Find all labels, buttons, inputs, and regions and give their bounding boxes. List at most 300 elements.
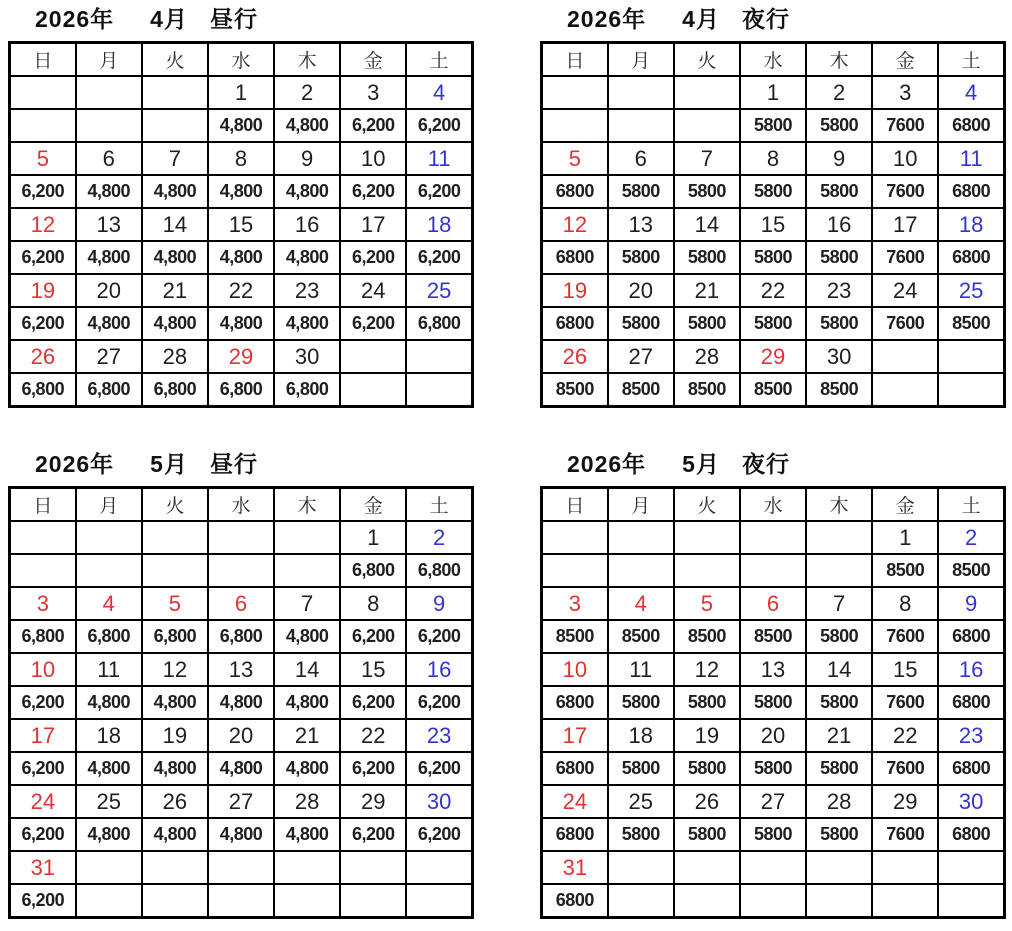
date-cell: 3 [872,76,938,109]
date-cell: 17 [542,719,608,752]
date-cell: 1 [740,76,806,109]
calendar-april-overnight [540,6,1006,408]
price-cell: 4,800 [274,241,340,274]
date-cell: 5 [142,587,208,620]
price-cell: 8500 [806,373,872,407]
date-cell: 11 [76,653,142,686]
weekday-header: 土 [938,488,1004,522]
date-cell: 29 [340,785,406,818]
price-cell: 7600 [872,752,938,785]
empty-cell [10,554,76,587]
date-cell: 4 [406,76,472,109]
price-cell: 5800 [806,752,872,785]
weekday-header-row [10,488,473,522]
date-cell: 22 [740,274,806,307]
date-cell: 28 [274,785,340,818]
date-cell: 25 [76,785,142,818]
price-cell: 5800 [674,752,740,785]
weekday-header: 木 [806,43,872,77]
date-cell: 5 [10,142,76,175]
date-cell: 16 [274,208,340,241]
date-cell: 23 [274,274,340,307]
price-cell: 6,200 [340,175,406,208]
price-cell: 6,200 [406,175,472,208]
price-cell: 6800 [938,241,1004,274]
weekday-header: 水 [208,488,274,522]
empty-cell [274,554,340,587]
weekday-header-row [542,43,1005,77]
date-cell: 30 [274,340,340,373]
price-cell: 4,800 [76,241,142,274]
price-cell: 6,200 [10,818,76,851]
empty-cell [142,851,208,884]
date-row [542,340,1005,373]
empty-cell [76,851,142,884]
weekday-header: 日 [542,43,608,77]
date-cell: 19 [674,719,740,752]
price-row [542,686,1005,719]
date-cell: 27 [740,785,806,818]
weekday-header: 日 [542,488,608,522]
empty-cell [674,554,740,587]
price-cell: 8500 [674,620,740,653]
date-cell: 14 [674,208,740,241]
date-cell: 17 [872,208,938,241]
price-cell: 6,200 [10,175,76,208]
title-year: 2026年 [567,451,647,477]
date-cell: 6 [740,587,806,620]
date-row [542,76,1005,109]
empty-cell [938,884,1004,918]
date-cell: 1 [340,521,406,554]
price-cell: 4,800 [76,307,142,340]
weekday-header: 月 [76,43,142,77]
empty-cell [608,109,674,142]
empty-cell [208,554,274,587]
price-cell: 6800 [938,109,1004,142]
empty-cell [806,554,872,587]
price-cell: 4,800 [142,818,208,851]
date-cell: 13 [608,208,674,241]
price-row [10,175,473,208]
date-row [10,653,473,686]
date-row [10,851,473,884]
price-cell: 5800 [608,175,674,208]
date-row [542,587,1005,620]
title-service-type: 夜行 [741,6,790,32]
empty-cell [872,851,938,884]
price-cell: 8500 [938,307,1004,340]
price-cell: 4,800 [208,109,274,142]
empty-cell [208,884,274,918]
price-row [542,818,1005,851]
fare-calendar-table-april-daytime [8,41,474,408]
date-cell: 27 [608,340,674,373]
price-cell: 8500 [740,620,806,653]
date-cell: 11 [406,142,472,175]
fare-calendar-table-may-daytime [8,486,474,919]
weekday-header: 水 [740,488,806,522]
price-cell: 6,200 [340,307,406,340]
empty-cell [76,521,142,554]
price-cell: 4,800 [142,175,208,208]
weekday-header: 金 [872,43,938,77]
date-cell: 14 [806,653,872,686]
date-row [10,587,473,620]
price-cell: 4,800 [274,175,340,208]
date-cell: 18 [406,208,472,241]
empty-cell [406,340,472,373]
price-cell: 6,800 [406,554,472,587]
empty-cell [608,884,674,918]
date-cell: 13 [208,653,274,686]
weekday-header: 金 [340,488,406,522]
date-cell: 21 [274,719,340,752]
weekday-header: 日 [10,43,76,77]
weekday-header: 日 [10,488,76,522]
date-cell: 21 [674,274,740,307]
calendar-may-overnight [540,451,1006,919]
price-cell: 8500 [542,373,608,407]
price-cell: 4,800 [76,752,142,785]
price-cell: 6,200 [10,752,76,785]
empty-cell [740,521,806,554]
date-cell: 20 [608,274,674,307]
weekday-header: 月 [608,43,674,77]
price-row [10,307,473,340]
weekday-header: 火 [142,43,208,77]
date-cell: 1 [208,76,274,109]
empty-cell [76,884,142,918]
price-cell: 8500 [938,554,1004,587]
empty-cell [542,554,608,587]
title-month: 4月 [682,6,720,32]
empty-cell [10,521,76,554]
date-cell: 8 [340,587,406,620]
date-cell: 8 [208,142,274,175]
date-cell: 11 [608,653,674,686]
title-service-type: 昼行 [209,451,258,477]
empty-cell [142,109,208,142]
price-cell: 6,800 [340,554,406,587]
price-cell: 6,800 [76,373,142,407]
date-cell: 15 [740,208,806,241]
empty-cell [274,521,340,554]
date-cell: 10 [10,653,76,686]
empty-cell [340,373,406,407]
date-cell: 23 [938,719,1004,752]
price-cell: 6800 [938,175,1004,208]
price-cell: 6800 [542,884,608,918]
date-cell: 23 [406,719,472,752]
price-cell: 6800 [938,686,1004,719]
date-cell: 31 [542,851,608,884]
price-row [10,373,473,407]
price-cell: 6800 [938,752,1004,785]
price-cell: 4,800 [208,686,274,719]
empty-cell [806,884,872,918]
price-cell: 6,200 [406,752,472,785]
date-row [10,340,473,373]
price-cell: 5800 [806,620,872,653]
price-cell: 6,800 [76,620,142,653]
calendar-may-daytime [8,451,474,919]
date-cell: 13 [76,208,142,241]
empty-cell [674,76,740,109]
price-cell: 5800 [740,109,806,142]
date-cell: 3 [340,76,406,109]
price-cell: 4,800 [142,752,208,785]
date-cell: 9 [806,142,872,175]
price-cell: 5800 [608,686,674,719]
date-cell: 12 [10,208,76,241]
date-row [10,76,473,109]
price-cell: 6800 [542,175,608,208]
date-row [542,851,1005,884]
empty-cell [674,884,740,918]
date-cell: 4 [608,587,674,620]
date-cell: 12 [142,653,208,686]
price-cell: 8500 [740,373,806,407]
weekday-header: 土 [938,43,1004,77]
price-row [10,686,473,719]
weekday-header: 水 [208,43,274,77]
price-row [542,620,1005,653]
price-cell: 6,200 [10,884,76,918]
date-cell: 20 [76,274,142,307]
price-cell: 7600 [872,109,938,142]
price-cell: 7600 [872,818,938,851]
date-cell: 27 [76,340,142,373]
price-cell: 5800 [740,752,806,785]
empty-cell [76,109,142,142]
price-cell: 6,800 [208,620,274,653]
price-cell: 4,800 [208,307,274,340]
weekday-header-row [10,43,473,77]
date-cell: 22 [872,719,938,752]
date-cell: 3 [10,587,76,620]
weekday-header: 月 [76,488,142,522]
date-cell: 6 [208,587,274,620]
date-cell: 19 [542,274,608,307]
weekday-header: 木 [806,488,872,522]
weekday-header: 火 [142,488,208,522]
date-cell: 14 [142,208,208,241]
date-cell: 24 [542,785,608,818]
price-cell: 5800 [740,241,806,274]
empty-cell [340,340,406,373]
date-cell: 8 [872,587,938,620]
empty-cell [406,851,472,884]
empty-cell [542,109,608,142]
price-cell: 5800 [674,175,740,208]
date-cell: 16 [938,653,1004,686]
empty-cell [142,521,208,554]
date-cell: 21 [806,719,872,752]
date-row [542,521,1005,554]
date-cell: 21 [142,274,208,307]
price-cell: 6,200 [406,686,472,719]
date-cell: 2 [274,76,340,109]
date-cell: 4 [938,76,1004,109]
price-cell: 8500 [608,620,674,653]
title-year: 2026年 [35,451,115,477]
date-cell: 19 [10,274,76,307]
empty-cell [406,884,472,918]
price-cell: 8500 [872,554,938,587]
weekday-header-row [542,488,1005,522]
empty-cell [674,521,740,554]
date-cell: 9 [938,587,1004,620]
date-cell: 22 [208,274,274,307]
empty-cell [406,373,472,407]
empty-cell [340,884,406,918]
price-cell: 5800 [806,241,872,274]
calendar-title [35,451,474,486]
date-cell: 18 [76,719,142,752]
date-cell: 30 [806,340,872,373]
empty-cell [274,884,340,918]
date-cell: 31 [10,851,76,884]
date-row [542,274,1005,307]
fare-calendar-table-april-overnight [540,41,1006,408]
fare-calendar-table-may-overnight [540,486,1006,919]
empty-cell [10,109,76,142]
calendar-april-daytime [8,6,474,408]
price-cell: 6,200 [406,109,472,142]
price-cell: 6,800 [208,373,274,407]
weekday-header: 金 [872,488,938,522]
empty-cell [938,851,1004,884]
price-cell: 5800 [740,307,806,340]
weekday-header: 火 [674,488,740,522]
empty-cell [76,76,142,109]
date-cell: 29 [872,785,938,818]
price-cell: 6800 [542,307,608,340]
price-cell: 4,800 [274,307,340,340]
empty-cell [608,554,674,587]
price-cell: 5800 [740,686,806,719]
price-cell: 7600 [872,175,938,208]
price-cell: 4,800 [208,752,274,785]
date-cell: 3 [542,587,608,620]
date-row [10,274,473,307]
date-cell: 19 [142,719,208,752]
title-year: 2026年 [35,6,115,32]
empty-cell [872,884,938,918]
price-cell: 8500 [542,620,608,653]
price-row [542,554,1005,587]
price-cell: 6,200 [406,620,472,653]
price-cell: 6,200 [340,109,406,142]
price-cell: 6800 [938,620,1004,653]
price-row [542,884,1005,918]
price-cell: 6,800 [10,373,76,407]
price-cell: 6,200 [10,307,76,340]
date-cell: 5 [674,587,740,620]
date-cell: 16 [406,653,472,686]
date-row [542,719,1005,752]
date-cell: 7 [142,142,208,175]
weekday-header: 火 [674,43,740,77]
empty-cell [274,851,340,884]
price-cell: 6800 [542,686,608,719]
price-cell: 5800 [740,818,806,851]
price-row [10,884,473,918]
date-cell: 22 [340,719,406,752]
empty-cell [142,554,208,587]
empty-cell [872,340,938,373]
price-cell: 4,800 [76,175,142,208]
date-cell: 17 [10,719,76,752]
empty-cell [872,373,938,407]
price-cell: 4,800 [208,241,274,274]
date-cell: 25 [608,785,674,818]
date-cell: 18 [938,208,1004,241]
price-row [542,307,1005,340]
date-cell: 2 [938,521,1004,554]
price-cell: 6,200 [340,818,406,851]
date-cell: 15 [208,208,274,241]
date-row [542,142,1005,175]
weekday-header: 月 [608,488,674,522]
price-cell: 5800 [674,818,740,851]
price-cell: 6,200 [10,241,76,274]
date-row [10,208,473,241]
date-cell: 5 [542,142,608,175]
date-cell: 12 [674,653,740,686]
date-cell: 12 [542,208,608,241]
empty-cell [208,521,274,554]
empty-cell [142,76,208,109]
date-cell: 10 [872,142,938,175]
price-cell: 5800 [806,307,872,340]
weekday-header: 木 [274,488,340,522]
price-cell: 4,800 [142,307,208,340]
title-service-type: 昼行 [209,6,258,32]
date-cell: 15 [872,653,938,686]
title-month: 5月 [682,451,720,477]
price-row [10,554,473,587]
date-cell: 2 [406,521,472,554]
date-cell: 28 [674,340,740,373]
price-cell: 6,200 [340,241,406,274]
price-cell: 5800 [806,818,872,851]
empty-cell [608,76,674,109]
price-cell: 5800 [608,818,674,851]
empty-cell [208,851,274,884]
date-cell: 26 [674,785,740,818]
price-cell: 4,800 [142,241,208,274]
price-cell: 5800 [806,175,872,208]
weekday-header: 水 [740,43,806,77]
price-row [10,109,473,142]
price-cell: 6,200 [406,818,472,851]
weekday-header: 土 [406,488,472,522]
date-cell: 27 [208,785,274,818]
date-cell: 25 [406,274,472,307]
price-cell: 6800 [542,241,608,274]
price-cell: 4,800 [76,818,142,851]
price-cell: 5800 [608,752,674,785]
date-cell: 29 [740,340,806,373]
title-service-type: 夜行 [741,451,790,477]
weekday-header: 土 [406,43,472,77]
empty-cell [740,884,806,918]
empty-cell [674,851,740,884]
price-row [542,109,1005,142]
price-cell: 7600 [872,620,938,653]
